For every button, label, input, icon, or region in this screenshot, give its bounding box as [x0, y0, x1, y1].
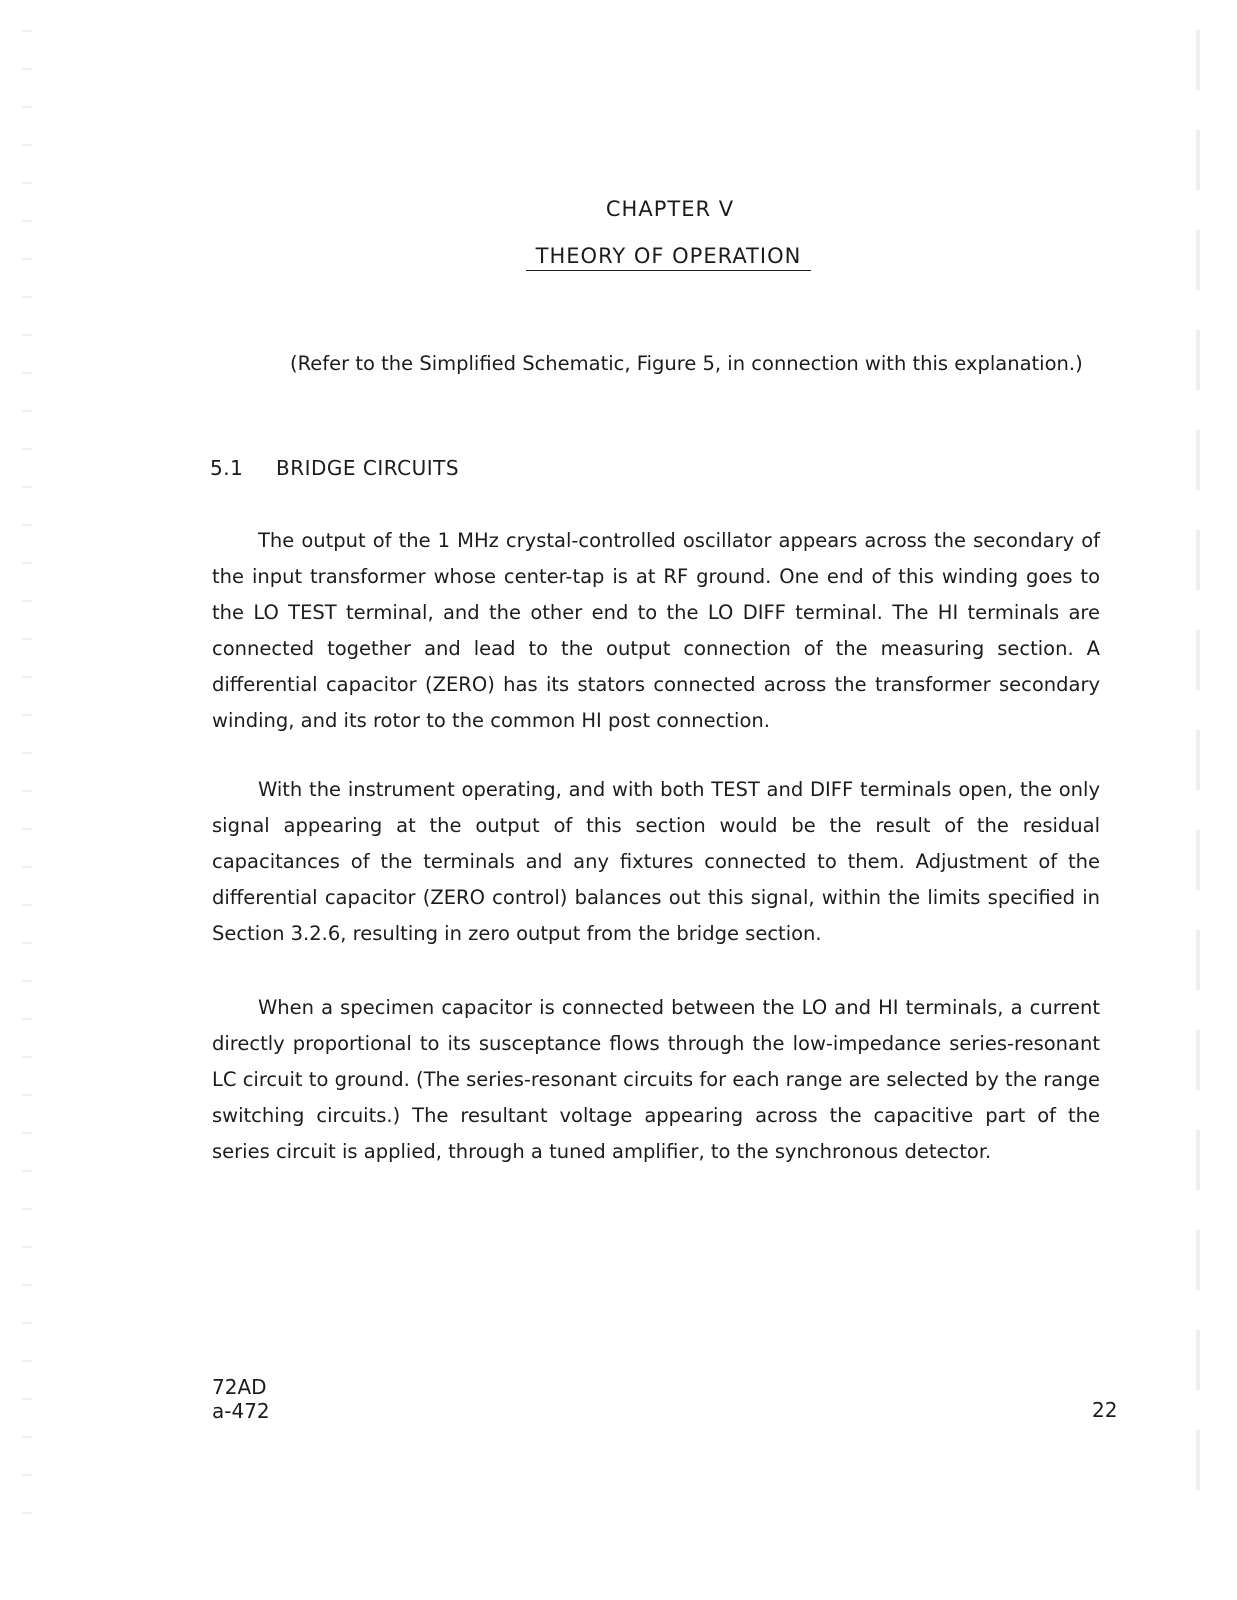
- section-heading: [210, 456, 459, 480]
- paragraph: With the instrument operating, and with both TEST and DIFF terminals open, the only signal appearing at the output of this section would be the result of the residual capacitances of the terminals and any fixtures connected to them. Adjustment of the differential capacitor (ZERO control) balances out this signal, within the limits specified in Section 3.2.6, resulting in zero output from the bridge section.: [212, 778, 1100, 945]
- paragraph: When a specimen capacitor is connected between the LO and HI terminals, a current directly proportional to its susceptance flows through the low-impedance series-resonant LC circuit to ground. (The series-resonant circuits for each range are selected by the range switching circuits.) The resultant voltage appearing across the capacitive part of the series circuit is applied, through a tuned amplifier, to the synchronous detector.: [212, 996, 1100, 1163]
- scan-edge-artifact: [22, 30, 32, 1530]
- model-code: 72AD: [212, 1375, 267, 1399]
- paragraph: The output of the 1 MHz crystal-controlled oscillator appears across the secondary of the input transformer whose center-tap is at RF ground. One end of this winding goes to the LO TEST terminal, and the other end to the LO DIFF terminal. The HI terminals are connected together and lead to the output connection of the measuring section. A differential capacitor (ZERO) has its stators connected across the transformer secondary winding, and its rotor to the common HI post connection.: [212, 529, 1100, 732]
- document-code: [212, 1375, 270, 1423]
- page-number: 22: [1092, 1398, 1118, 1422]
- chapter-label: CHAPTER V: [605, 197, 735, 221]
- section-number: 5.1: [210, 456, 244, 480]
- chapter-title: THEORY OF OPERATION: [526, 244, 811, 271]
- scan-edge-artifact: [1196, 30, 1200, 1530]
- section-title: BRIDGE CIRCUITS: [276, 456, 460, 480]
- document-number: a-472: [212, 1399, 270, 1423]
- intro-note: (Refer to the Simplified Schematic, Figure 5, in connection with this explanation.): [290, 352, 1083, 375]
